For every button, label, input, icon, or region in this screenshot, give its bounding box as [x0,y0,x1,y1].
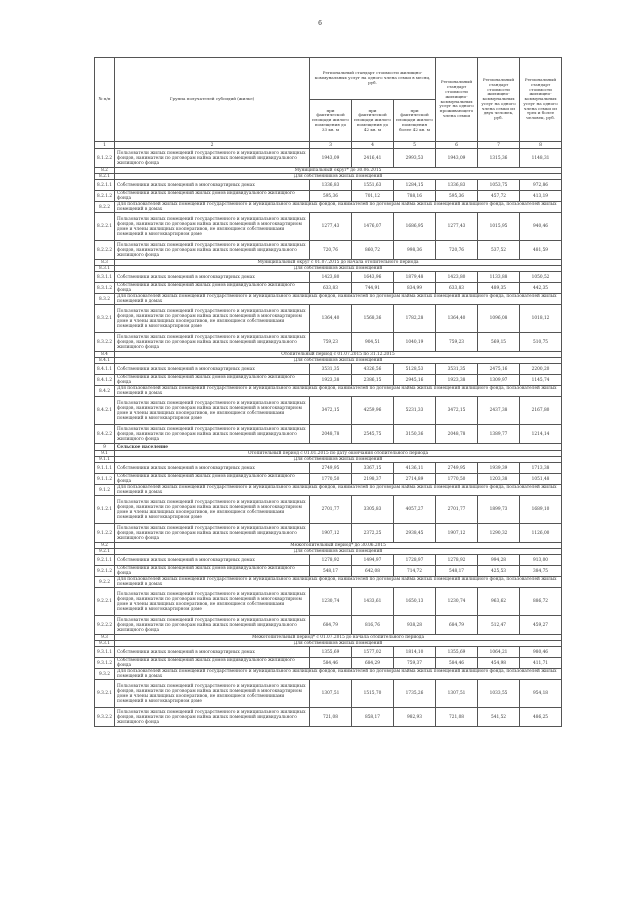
section-title: Сельское население [115,444,562,451]
section-row [95,444,562,451]
row-value: 684,79 [310,616,352,635]
subsection-title: Для пользователей жилых помещений государственного и муниципального жилищных фондов, нанимателей по договорам найма жилых помещений жилищного фонда, пользователей жилых помещений в домах [115,669,562,680]
row-value: 938,28 [394,616,436,635]
row-number: 8.3.1.1 [95,272,115,283]
long-row [95,577,562,588]
row-value: 860,72 [352,241,394,260]
row-value: 714,72 [394,566,436,577]
row-value: 3150,36 [394,425,436,444]
row-number: 8.4 [95,352,115,358]
row-value: 1230,74 [436,588,478,616]
row-number: 9.2.1 [95,549,115,555]
row-value: 684,29 [352,658,394,669]
table-row [95,272,562,283]
table-row [95,658,562,669]
row-value: 1577,02 [352,647,394,658]
long-row [95,294,562,305]
row-number: 8.4.2.2 [95,425,115,444]
row-value: 1423,80 [310,272,352,283]
row-value: 1290,32 [478,524,520,543]
row-value: 721,08 [436,708,478,727]
row-value: 1907,12 [310,524,352,543]
row-value: 701,12 [352,191,394,202]
row-number: 8.4.1 [95,358,115,364]
subsection-title: Отопительный период с 01.01.2015 по дату окончания отопительного периода [115,451,562,457]
table-row [95,305,562,333]
row-value: 2437,38 [478,397,520,425]
row-label: Пользователи жилых помещений государственного и муниципального жилищных фондов, наниматели по договорам найма жилых помещений в многоквартирном доме и члены жилищных кооперативов, не являющиеся собственниками помещений в многоквартирном доме [115,305,310,333]
row-value: 1278,92 [310,555,352,566]
row-value: 1879,48 [394,272,436,283]
row-value: 972,86 [520,180,562,191]
col-group-header: Группа получателей субсидий (жилье) [115,58,310,142]
row-value: 759,23 [310,333,352,352]
row-number: 9.1.2.2 [95,524,115,543]
row-number: 8.4.2 [95,386,115,397]
row-value: 1203,38 [478,474,520,485]
row-value: 2945,16 [394,375,436,386]
table-row [95,191,562,202]
subsection-title: Для собственников жилых помещений [115,266,562,272]
extra-header-2: Региональный стандарт стоимости жилищно-коммунальных услуг на одного члена семьи из двух человек, руб. [478,58,520,142]
row-value: 1568,36 [352,305,394,333]
col-number: 7 [478,142,520,149]
row-value: 2701,77 [310,496,352,524]
table-row [95,647,562,658]
row-value: 633,83 [310,283,352,294]
extra-header-3: Региональный стандарт стоимости жилищно-коммунальных услуг на одного члена семьи из трех и более человек, руб. [520,58,562,142]
row-value: 2749,95 [436,463,478,474]
row-value: 1018,12 [520,305,562,333]
row-label: Пользователи жилых помещений государственного и муниципального жилищных фондов, наниматели по договорам найма жилых помещений в многоквартирном доме и члены жилищных кооперативов, не являющиеся собственниками помещений в многоквартирном доме [115,397,310,425]
row-number: 9.3.2 [95,669,115,680]
row-value: 1230,74 [310,588,352,616]
row-number: 8.2 [95,168,115,174]
row-label: Пользователи жилых помещений государственного и муниципального жилищных фондов, наниматели по договорам найма жилых помещений в многоквартирном доме и члены жилищных кооперативов, не являющиеся собственниками помещений в многоквартирном доме [115,588,310,616]
row-value: 3305,83 [352,496,394,524]
table-row [95,213,562,241]
row-number: 9.3.1.2 [95,658,115,669]
row-label: Собственники жилых помещений жилых домов индивидуального жилищного фонда [115,474,310,485]
row-value: 1277,43 [436,213,478,241]
row-number: 8.3.2 [95,294,115,305]
row-value: 5231,33 [394,397,436,425]
row-number: 9.3 [95,635,115,641]
row-value: 2167,80 [520,397,562,425]
row-label: Собственники жилых помещений жилых домов индивидуального жилищного фонда [115,375,310,386]
subsection-title: Отопительный период с 01.07.2015 по 31.12.2015 [115,352,562,358]
row-value: 1476,07 [352,213,394,241]
row-value: 1713,38 [520,463,562,474]
row-label: Пользователи жилых помещений государственного и муниципального жилищных фондов, наниматели по договорам найма жилых помещений индивидуального жилищного фонда [115,425,310,444]
table-row [95,425,562,444]
row-value: 411,71 [520,658,562,669]
row-value: 2372,25 [352,524,394,543]
row-value: 1551,63 [352,180,394,191]
row-label: Пользователи жилых помещений государственного и муниципального жилищных фондов, наниматели по договорам найма жилых помещений индивидуального жилищного фонда [115,149,310,168]
row-value: 904,51 [352,333,394,352]
row-value: 595,36 [310,191,352,202]
row-value: 720,76 [436,241,478,260]
subsection-title: Муниципальный округ* до 30.06.2015 [115,168,562,174]
row-value: 384,75 [520,566,562,577]
col-number: 6 [436,142,478,149]
norm-title-header: Региональный стандарт стоимости жилищно-коммунальных услуг на одного члена семьи в месяц, руб. [310,58,436,100]
row-label: Собственники жилых помещений в многоквартирных домах [115,463,310,474]
col-number: 4 [352,142,394,149]
subsection-title: Для пользователей жилых помещений государственного и муниципального жилищных фондов, нанимателей по договорам найма жилых помещений жилищного фонда, пользователей жилых помещений в домах [115,485,562,496]
row-value: 584,46 [436,658,478,669]
row-value: 1686,95 [394,213,436,241]
row-value: 2198,37 [352,474,394,485]
row-label: Собственники жилых помещений в многоквартирных домах [115,364,310,375]
row-number: 8.4.1.2 [95,375,115,386]
col-number: 1 [95,142,115,149]
row-number: 8.2.2.2 [95,241,115,260]
row-value: 4057,27 [394,496,436,524]
row-value: 512,47 [478,616,520,635]
row-value: 1040,19 [394,333,436,352]
subsection-title: Межотопительный период* с 01.07.2015 до начала отопительного периода [115,635,562,641]
row-value: 1277,43 [310,213,352,241]
norm-sub-header-1: при фактической площади жилого помещения до 33 кв. м [310,100,352,142]
row-value: 1939,39 [478,463,520,474]
row-value: 1943,09 [436,149,478,168]
row-value: 442,35 [520,283,562,294]
subsection-title: Муниципальный округ с 01.07.2015 до начала отопительного периода [115,260,562,266]
table-row [95,524,562,543]
row-label: Собственники жилых помещений в многоквартирных домах [115,647,310,658]
row-number: 9.1.2.1 [95,496,115,524]
row-value: 3531,35 [310,364,352,375]
row-value: 2749,95 [310,463,352,474]
row-value: 1782,28 [394,305,436,333]
row-value: 537,52 [478,241,520,260]
row-value: 3367,15 [352,463,394,474]
row-value: 721,08 [310,708,352,727]
row-number: 9.3.1 [95,641,115,647]
row-number: 8.3.2.2 [95,333,115,352]
row-value: 548,17 [436,566,478,577]
page-number: 6 [318,20,322,27]
row-label: Собственники жилых помещений жилых домов индивидуального жилищного фонда [115,658,310,669]
row-value: 1643,96 [352,272,394,283]
row-label: Пользователи жилых помещений государственного и муниципального жилищных фондов, наниматели по договорам найма жилых помещений в многоквартирном доме и члены жилищных кооперативов, не являющиеся собственниками помещений в многоквартирном доме [115,496,310,524]
row-label: Собственники жилых помещений в многоквартирных домах [115,180,310,191]
row-value: 5128,53 [394,364,436,375]
row-number: 8.2.2 [95,202,115,213]
row-value: 1050,52 [520,272,562,283]
long-row [95,669,562,680]
row-value: 1284,15 [394,180,436,191]
row-label: Собственники жилых помещений жилых домов индивидуального жилищного фонда [115,283,310,294]
row-number: 9.2.2 [95,577,115,588]
row-value: 1735,26 [394,680,436,708]
row-label: Пользователи жилых помещений государственного и муниципального жилищных фондов, наниматели по договорам найма жилых помещений в многоквартирном доме и члены жилищных кооперативов, не являющиеся собственниками помещений в многоквартирном доме [115,213,310,241]
row-number: 8.2.1.2 [95,191,115,202]
row-value: 2714,89 [394,474,436,485]
row-value: 633,83 [436,283,478,294]
row-value: 1336,83 [436,180,478,191]
row-value: 642,08 [352,566,394,577]
row-value: 1423,80 [436,272,478,283]
row-number: 9.2.1.1 [95,555,115,566]
table-row [95,588,562,616]
row-value: 963,62 [478,588,520,616]
row-value: 1689,10 [520,496,562,524]
row-value: 1364,40 [310,305,352,333]
row-label: Собственники жилых помещений в многоквартирных домах [115,555,310,566]
table-row [95,364,562,375]
subsection-title: Для собственников жилых помещений [115,641,562,647]
table-row [95,555,562,566]
row-number: 9.1.1.2 [95,474,115,485]
row-value: 1355,69 [310,647,352,658]
row-value: 1145,74 [520,375,562,386]
table-row [95,708,562,727]
row-value: 759,23 [436,333,478,352]
row-value: 595,36 [436,191,478,202]
row-value: 1051,48 [520,474,562,485]
table-row [95,283,562,294]
row-number: 9.2.2.2 [95,616,115,635]
row-value: 1307,51 [436,680,478,708]
row-value: 2048,78 [436,425,478,444]
row-value: 2475,16 [478,364,520,375]
row-value: 2200,20 [520,364,562,375]
row-value: 2386,15 [352,375,394,386]
subsection-title: Для пользователей жилых помещений государственного и муниципального жилищных фондов, нанимателей по договорам найма жилых помещений жилищного фонда, пользователей жилых помещений в домах [115,386,562,397]
row-value: 2993,53 [394,149,436,168]
row-value: 481,59 [520,241,562,260]
row-number: 8.2.1 [95,174,115,180]
subsection-title: Для собственников жилых помещений [115,358,562,364]
subsection-title: Для собственников жилых помещений [115,174,562,180]
row-label: Пользователи жилых помещений государственного и муниципального жилищных фондов, наниматели по договорам найма жилых помещений индивидуального жилищного фонда [115,616,310,635]
row-value: 541,52 [478,708,520,727]
row-value: 3531,35 [436,364,478,375]
row-value: 486,25 [520,708,562,727]
row-number: 8.2.2.1 [95,213,115,241]
row-number: 8.3.1 [95,266,115,272]
row-number: 8.4.2.1 [95,397,115,425]
row-value: 548,17 [310,566,352,577]
subsection-title: Межотопительный период* до 30.06.2015 [115,543,562,549]
row-value: 980,46 [520,647,562,658]
row-value: 1770,50 [436,474,478,485]
subsection-title: Для пользователей жилых помещений государственного и муниципального жилищных фондов, нанимателей по договорам найма жилых помещений жилищного фонда, пользователей жилых помещений в домах [115,202,562,213]
row-value: 1770,50 [310,474,352,485]
row-value: 1307,51 [310,680,352,708]
row-label: Собственники жилых помещений жилых домов индивидуального жилищного фонда [115,566,310,577]
row-number: 8.3.1.2 [95,283,115,294]
table-row [95,333,562,352]
row-value: 1515,70 [352,680,394,708]
norm-sub-header-2: при фактической площади жилого помещения до 42 кв. м [352,100,394,142]
row-value: 1033,55 [478,680,520,708]
row-value: 425,53 [478,566,520,577]
row-value: 1336,83 [310,180,352,191]
row-value: 584,46 [310,658,352,669]
col-number: 5 [394,142,436,149]
row-value: 4136,11 [394,463,436,474]
row-value: 1355,69 [436,647,478,658]
row-value: 1728,97 [394,555,436,566]
table-row [95,616,562,635]
row-number: 9.3.2.1 [95,680,115,708]
table-row [95,680,562,708]
row-label: Собственники жилых помещений жилых домов индивидуального жилищного фонда [115,191,310,202]
row-value: 1899,73 [478,496,520,524]
row-value: 1096,08 [478,305,520,333]
subsection-title: Для собственников жилых помещений [115,457,562,463]
table-row [95,149,562,168]
table-row [95,375,562,386]
row-number: 8.3.2.1 [95,305,115,333]
row-number: 9.2.2.1 [95,588,115,616]
row-value: 940,46 [520,213,562,241]
row-value: 1064,21 [478,647,520,658]
row-label: Собственники жилых помещений в многоквартирных домах [115,272,310,283]
row-number: 9.2.1.2 [95,566,115,577]
row-value: 1389,77 [478,425,520,444]
row-value: 4326,56 [352,364,394,375]
row-value: 886,72 [520,588,562,616]
subsection-title: Для собственников жилых помещений [115,549,562,555]
table-row [95,463,562,474]
row-value: 1923,38 [436,375,478,386]
table-row [95,474,562,485]
long-row [95,386,562,397]
subsection-title: Для пользователей жилых помещений государственного и муниципального жилищных фондов, нанимателей по договорам найма жилых помещений жилищного фонда, пользователей жилых помещений в домах [115,294,562,305]
row-value: 2938,45 [394,524,436,543]
row-label: Пользователи жилых помещений государственного и муниципального жилищных фондов, наниматели по договорам найма жилых помещений индивидуального жилищного фонда [115,708,310,727]
row-number: 9.3.1.1 [95,647,115,658]
table-row [95,397,562,425]
extra-header-1: Региональный стандарт стоимости жилищно-коммунальных услуг на одного проживающего члена семьи [436,58,478,142]
subsection-title: Для пользователей жилых помещений государственного и муниципального жилищных фондов, нанимателей по договорам найма жилых помещений жилищного фонда, пользователей жилых помещений в домах [115,577,562,588]
row-value: 858,17 [352,708,394,727]
row-value: 994,28 [478,555,520,566]
long-row [95,202,562,213]
row-value: 1433,61 [352,588,394,616]
row-value: 1814,10 [394,647,436,658]
row-number: 9.3.2.2 [95,708,115,727]
table-row [95,566,562,577]
row-value: 720,76 [310,241,352,260]
row-value: 3472,15 [436,397,478,425]
row-value: 2416,41 [352,149,394,168]
row-label: Пользователи жилых помещений государственного и муниципального жилищных фондов, наниматели по договорам найма жилых помещений индивидуального жилищного фонда [115,333,310,352]
row-value: 1214,14 [520,425,562,444]
row-value: 1015,95 [478,213,520,241]
row-number: 8.4.1.1 [95,364,115,375]
col-number: 2 [115,142,310,149]
row-value: 3472,15 [310,397,352,425]
row-label: Пользователи жилых помещений государственного и муниципального жилищных фондов, наниматели по договорам найма жилых помещений в многоквартирном доме и члены жилищных кооперативов, не являющиеся собственниками помещений в многоквартирном доме [115,680,310,708]
table-row [95,241,562,260]
row-number: 8.2.1.1 [95,180,115,191]
row-value: 1650,13 [394,588,436,616]
column-number-row [95,142,562,149]
row-value: 569,15 [478,333,520,352]
row-value: 1278,92 [436,555,478,566]
row-value: 1315,36 [478,149,520,168]
row-number: 9.1.2 [95,485,115,496]
row-value: 459,27 [520,616,562,635]
col-number: 3 [310,142,352,149]
row-value: 1907,12 [436,524,478,543]
row-number: 9.1.1 [95,457,115,463]
header-row-top [95,58,562,100]
row-value: 982,93 [394,708,436,727]
row-value: 1923,38 [310,375,352,386]
norm-sub-header-3: при фактической площади жилого помещения более 42 кв. м [394,100,436,142]
row-value: 744,91 [352,283,394,294]
row-value: 454,98 [478,658,520,669]
row-value: 2701,77 [436,496,478,524]
col-no-header: № п/п [95,58,115,142]
row-value: 2048,78 [310,425,352,444]
row-value: 788,16 [394,191,436,202]
row-value: 4259,96 [352,397,394,425]
col-number: 8 [520,142,562,149]
row-value: 1126,00 [520,524,562,543]
row-number: 9 [95,444,115,451]
table-body [95,58,562,727]
row-number: 9.1.1.1 [95,463,115,474]
housing-standards-table [94,57,562,727]
row-number: 8.1.2.2 [95,149,115,168]
row-number: 8.3 [95,260,115,266]
row-value: 834,99 [394,283,436,294]
row-value: 1148,31 [520,149,562,168]
row-value: 1053,75 [478,180,520,191]
row-value: 1133,88 [478,272,520,283]
row-value: 1309,97 [478,375,520,386]
row-value: 510,75 [520,333,562,352]
row-value: 1943,09 [310,149,352,168]
row-value: 684,79 [436,616,478,635]
row-value: 489,35 [478,283,520,294]
table-row [95,180,562,191]
row-value: 759,37 [394,658,436,669]
row-label: Пользователи жилых помещений государственного и муниципального жилищных фондов, наниматели по договорам найма жилых помещений индивидуального жилищного фонда [115,241,310,260]
row-value: 998,36 [394,241,436,260]
row-value: 913,00 [520,555,562,566]
row-value: 2545,75 [352,425,394,444]
row-value: 1364,40 [436,305,478,333]
row-number: 9.2 [95,543,115,549]
row-value: 457,72 [478,191,520,202]
row-value: 1494,97 [352,555,394,566]
row-value: 816,76 [352,616,394,635]
row-value: 413,19 [520,191,562,202]
row-value: 954,18 [520,680,562,708]
row-number: 9.1 [95,451,115,457]
table-row [95,496,562,524]
long-row [95,485,562,496]
row-label: Пользователи жилых помещений государственного и муниципального жилищных фондов, наниматели по договорам найма жилых помещений индивидуального жилищного фонда [115,524,310,543]
